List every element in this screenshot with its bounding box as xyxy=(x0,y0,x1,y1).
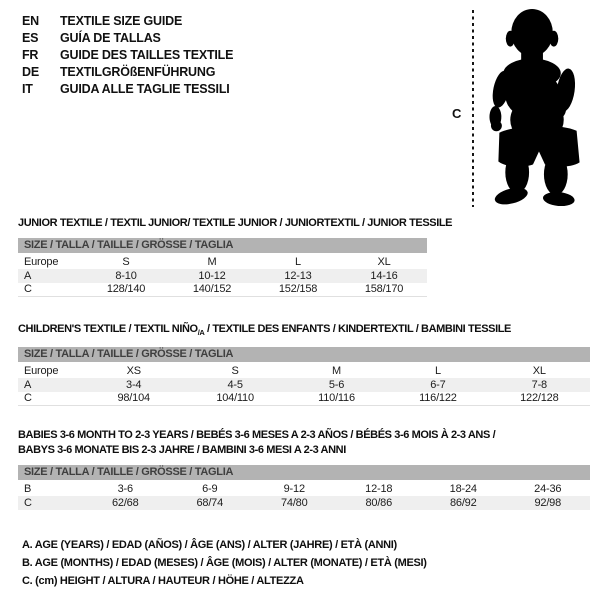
children-size-table xyxy=(18,322,590,406)
size-cell: XL xyxy=(532,365,546,378)
table-row-height xyxy=(18,496,590,510)
age-cell: 12-18 xyxy=(365,483,393,495)
note-age-years: A. AGE (YEARS) / EDAD (AÑOS) / ÂGE (ANS) / ALTER (JAHRE) / ETÀ (ANNI) xyxy=(22,539,397,551)
table-row-height xyxy=(18,283,427,297)
row-label: B xyxy=(24,483,32,495)
size-cell: XS xyxy=(126,365,141,378)
age-cell: 4-5 xyxy=(227,379,243,392)
size-cell: M xyxy=(207,256,217,268)
height-cell: 62/68 xyxy=(111,497,139,509)
age-cell: 12-13 xyxy=(284,270,312,282)
lang-row-de xyxy=(22,64,233,81)
height-cell: 140/152 xyxy=(192,283,232,295)
height-cell: 158/170 xyxy=(364,283,404,295)
lang-code: FR xyxy=(22,48,39,62)
height-measure-dashed-line xyxy=(472,10,474,207)
title-text: CHILDREN'S TEXTILE / TEXTIL NIÑO xyxy=(18,323,198,335)
height-cell: 116/122 xyxy=(419,392,457,405)
size-cell: XL xyxy=(377,256,391,268)
row-label: A xyxy=(24,379,32,392)
age-cell: 3-4 xyxy=(126,379,142,392)
age-cell: 10-12 xyxy=(198,270,226,282)
size-cell: S xyxy=(231,365,239,378)
size-cell: L xyxy=(434,365,441,378)
age-cell: 6-9 xyxy=(202,483,218,495)
height-cell: 110/116 xyxy=(318,392,355,405)
age-cell: 9-12 xyxy=(283,483,305,495)
lang-row-es xyxy=(22,30,233,47)
row-label: C xyxy=(24,392,32,405)
age-cell: 3-6 xyxy=(117,483,133,495)
height-cell: 128/140 xyxy=(106,283,146,295)
table-row-age xyxy=(18,378,590,392)
height-cell: 152/158 xyxy=(278,283,318,295)
junior-size-table xyxy=(18,216,453,297)
height-c-label: C xyxy=(452,106,462,121)
lang-label: GUÍA DE TALLAS xyxy=(60,31,161,45)
height-cell: 86/92 xyxy=(449,497,477,509)
age-cell: 14-16 xyxy=(370,270,398,282)
age-cell: 24-36 xyxy=(534,483,562,495)
children-table-title xyxy=(18,322,590,340)
lang-row-it xyxy=(22,81,233,98)
size-cell: M xyxy=(332,365,341,378)
language-title-list xyxy=(22,13,233,98)
lang-label: GUIDA ALLE TAGLIE TESSILI xyxy=(60,82,230,96)
note-height-cm: C. (cm) HEIGHT / ALTURA / HAUTEUR / HÖHE / ALTEZZA xyxy=(22,575,304,587)
height-cell: 68/74 xyxy=(196,497,224,509)
row-label: C xyxy=(24,497,32,509)
lang-label: GUIDE DES TAILLES TEXTILE xyxy=(60,48,234,62)
babies-table-title xyxy=(18,428,590,458)
height-cell: 98/104 xyxy=(117,392,150,405)
legend-notes xyxy=(22,536,427,590)
junior-table-title: JUNIOR TEXTILE / TEXTIL JUNIOR/ TEXTILE JUNIOR / JUNIORTEXTIL / JUNIOR TESSILE xyxy=(18,217,453,229)
lang-code: ES xyxy=(22,31,39,45)
height-cell: 74/80 xyxy=(280,497,308,509)
age-cell: 5-6 xyxy=(328,379,345,392)
lang-label: TEXTILE SIZE GUIDE xyxy=(60,14,183,28)
age-cell: 8-10 xyxy=(115,270,137,282)
row-label: C xyxy=(24,283,32,295)
age-cell: 6-7 xyxy=(430,379,446,392)
table-row-age-months xyxy=(18,482,590,496)
title-line-2: BABYS 3-6 MONATE BIS 2-3 JAHRE / BAMBINI 3-6 MESI A 2-3 ANNI xyxy=(18,444,346,456)
height-cell: 80/86 xyxy=(365,497,393,509)
row-label: Europe xyxy=(24,365,59,378)
size-header-bar: SIZE / TALLA / TAILLE / GRÖSSE / TAGLIA xyxy=(18,465,590,480)
babies-size-table xyxy=(18,428,590,510)
title-text: / TEXTILE DES ENFANTS / KINDERTEXTIL / BAMBINI TESSILE xyxy=(204,323,511,335)
height-cell: 122/128 xyxy=(520,392,559,405)
toddler-silhouette-icon xyxy=(484,6,590,206)
lang-code: DE xyxy=(22,65,39,79)
note-age-months: B. AGE (MONTHS) / EDAD (MESES) / ÂGE (MOIS) / ALTER (MONATE) / ETÀ (MESI) xyxy=(22,557,427,569)
table-row-height xyxy=(18,392,590,406)
lang-row-en xyxy=(22,13,233,30)
row-label: Europe xyxy=(24,256,59,268)
lang-row-fr xyxy=(22,47,233,64)
size-cell: L xyxy=(295,256,301,268)
height-cell: 104/110 xyxy=(216,392,254,405)
size-cell: S xyxy=(122,256,130,268)
lang-code: EN xyxy=(22,14,39,28)
size-header-bar: SIZE / TALLA / TAILLE / GRÖSSE / TAGLIA xyxy=(18,238,427,253)
lang-code: IT xyxy=(22,82,33,96)
table-row-age xyxy=(18,269,427,283)
table-row-europe xyxy=(18,255,427,269)
table-row-europe xyxy=(18,364,590,378)
title-subscript: /A xyxy=(197,328,205,338)
age-cell: 7-8 xyxy=(531,379,547,392)
size-header-bar: SIZE / TALLA / TAILLE / GRÖSSE / TAGLIA xyxy=(18,347,590,362)
age-cell: 18-24 xyxy=(449,483,477,495)
height-cell: 92/98 xyxy=(534,497,562,509)
row-label: A xyxy=(24,270,32,282)
lang-label: TEXTILGRÖßENFÜHRUNG xyxy=(60,65,216,79)
title-line-1: BABIES 3-6 MONTH TO 2-3 YEARS / BEBÉS 3-6 MESES A 2-3 AÑOS / BÉBÉS 3-6 MOIS À 2-3 ANS / xyxy=(18,429,496,441)
